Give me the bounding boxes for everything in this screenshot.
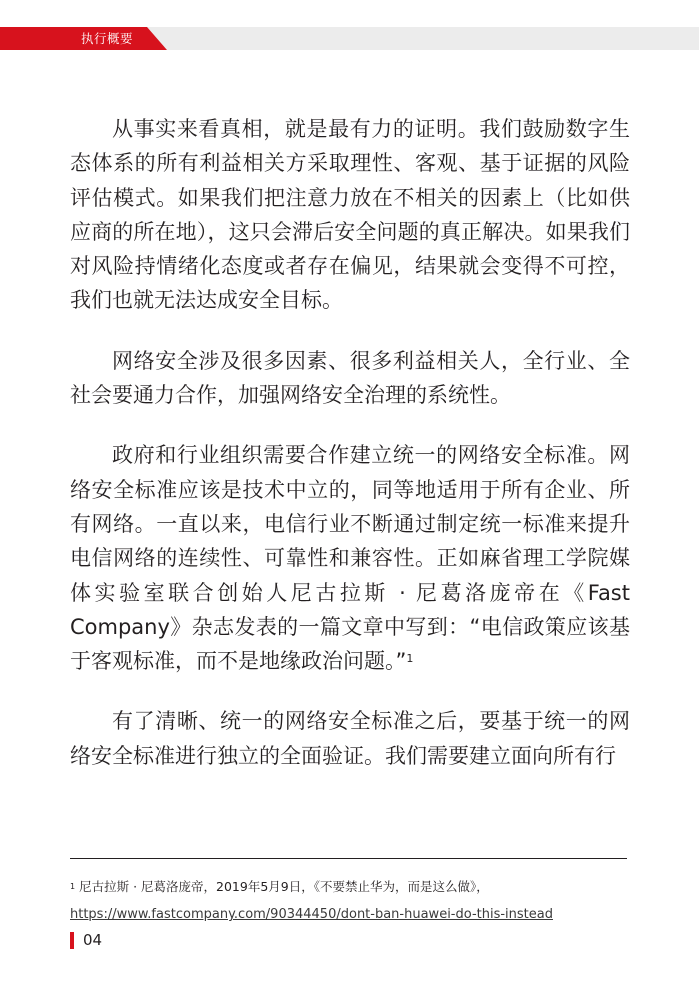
- footnote-reference[interactable]: 1: [406, 652, 414, 666]
- footnote-divider: [70, 858, 627, 859]
- paragraph-1: 从事实来看真相，就是最有力的证明。我们鼓励数字生态体系的所有利益相关方采取理性、客观、基于证据的风险评估模式。如果我们把注意力放在不相关的因素上（比如供应商的所在地），这只会滞后安全问题的真正解决。如果我们对风险持情绪化态度或者存在偏见，结果就会变得不可控，我们也就无法达成安全目标。: [70, 117, 630, 313]
- page-number: 04: [83, 931, 103, 949]
- footnote-mark: 1: [70, 882, 76, 891]
- section-label: 执行概要: [81, 31, 134, 46]
- paragraph-4: 有了清晰、统一的网络安全标准之后，要基于统一的网络安全标准进行独立的全面验证。我们需要建立面向所有行: [70, 709, 630, 768]
- footnote-link[interactable]: https://www.fastcompany.com/90344450/dont-ban-huawei-do-this-instead: [70, 907, 553, 922]
- body-text: [70, 112, 630, 799]
- paragraph-3: [70, 438, 630, 678]
- page-number-marker: [70, 932, 74, 949]
- paragraph-3-text: 政府和行业组织需要合作建立统一的网络安全标准。网络安全标准应该是技术中立的，同等地适用于所有企业、所有网络。一直以来，电信行业不断通过制定统一标准来提升电信网络的连续性、可靠性和兼容性。正如麻省理工学院媒体实验室联合创始人尼古拉斯 · 尼葛洛庞帝在《Fast Company》杂志发表的一篇文章中写到：“电信政策应该基于客观标准，而不是地缘政治问题。”: [70, 443, 630, 674]
- paragraph-2: 网络安全涉及很多因素、很多利益相关人，全行业、全社会要通力合作，加强网络安全治理的系统性。: [70, 348, 630, 408]
- footnote: [70, 877, 630, 924]
- footnote-text: 尼古拉斯 · 尼葛洛庞帝，2019年5月9日，《不要禁止华为，而是这么做》，: [79, 879, 489, 894]
